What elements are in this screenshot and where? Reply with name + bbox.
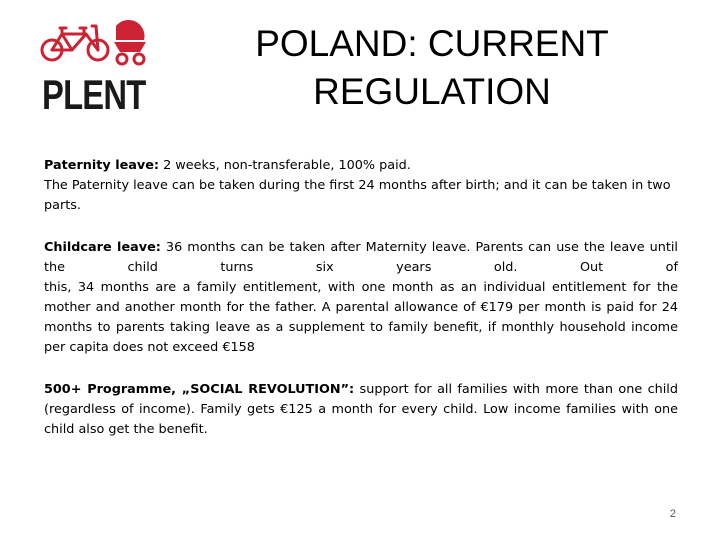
paternity-summary (44, 156, 678, 176)
paternity-detail: The Paternity leave can be taken during the first 24 months after birth; and it can be taken in two parts. (44, 178, 671, 213)
childcare-leave-section (44, 238, 678, 358)
paternity-leave-section (44, 156, 678, 216)
title-line-2: REGULATION (313, 71, 551, 112)
childcare-first-line (44, 238, 678, 278)
childcare-label: Childcare leave: (44, 240, 161, 255)
childcare-text-2: this, 34 months are a family entitlement, with one month as an individual entitlement for the mother and another month for the father. A parental allowance of €179 per month is paid for 24 months to parents taking leave as a supplement to family benefit, if monthly household income per capita does not exceed €158 (44, 280, 678, 355)
tandem-bicycle-icon (40, 18, 152, 68)
logo-wordmark: PLENT (42, 71, 146, 118)
stroller-icon (114, 20, 146, 52)
programme-label: 500+ Programme, „SOCIAL REVOLUTION”: (44, 382, 355, 397)
programme-text: support for all families with more than one child (regardless of income). Family gets €125 a month for every child. Low income families with one child also get the benefit. (44, 382, 678, 437)
page-number: 2 (669, 508, 676, 520)
paternity-label: Paternity leave: (44, 158, 160, 173)
title-line-1: POLAND: CURRENT (255, 23, 609, 64)
programme-section (44, 380, 678, 440)
paternity-summary-text: 2 weeks, non-transferable, 100% paid. (159, 158, 411, 173)
programme-paragraph (44, 380, 678, 440)
plent-logo (40, 18, 152, 118)
childcare-text-1: 36 months can be taken after Maternity leave. Parents can use the leave until the child turns six years old. Out of (44, 240, 678, 275)
page-title (222, 20, 642, 116)
